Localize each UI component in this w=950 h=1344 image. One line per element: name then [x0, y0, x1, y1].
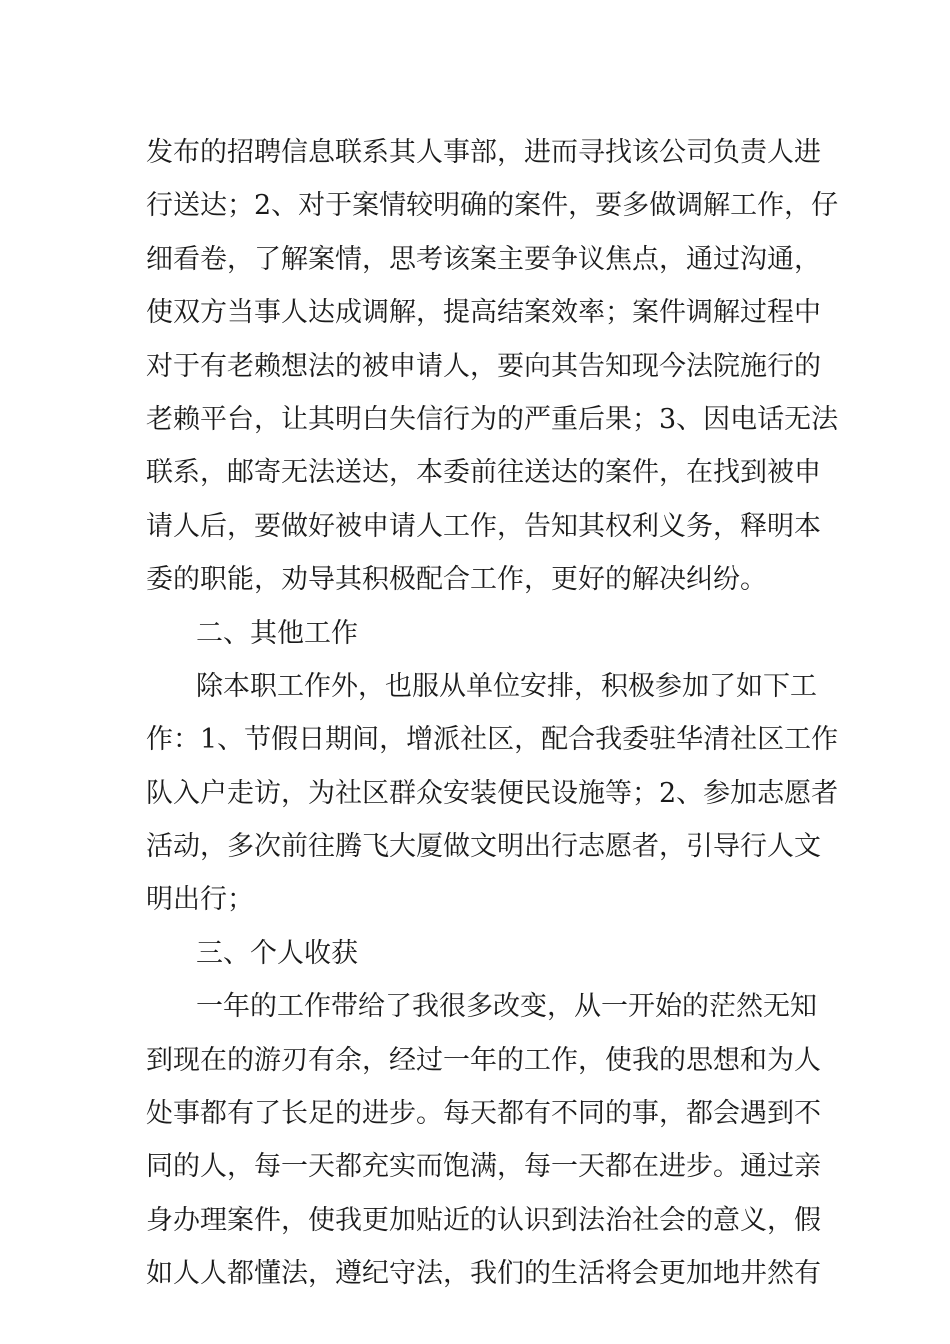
text-line: 细看卷，了解案情，思考该案主要争议焦点，通过沟通， [146, 243, 821, 275]
section-heading: 三、个人收获 [196, 937, 358, 969]
body-text [146, 126, 839, 1301]
text-line: 一年的工作带给了我很多改变，从一开始的茫然无知 [196, 991, 817, 1023]
text-line: 如人人都懂法，遵纪守法，我们的生活将会更加地井然有 [146, 1258, 821, 1290]
text-line: 请人后，要做好被申请人工作，告知其权利义务，释明本 [146, 510, 821, 542]
text-line: 使双方当事人达成调解，提高结案效率；案件调解过程中 [146, 297, 821, 329]
text-line: 对于有老赖想法的被申请人，要向其告知现今法院施行的 [146, 350, 821, 382]
text-line: 明出行； [146, 884, 254, 916]
text-line: 处事都有了长足的进步。每天都有不同的事，都会遇到不 [146, 1098, 821, 1130]
text-line: 联系，邮寄无法送达，本委前往送达的案件，在找到被申 [146, 457, 821, 489]
text-line: 除本职工作外，也服从单位安排，积极参加了如下工 [196, 670, 817, 702]
text-line: 同的人，每一天都充实而饱满，每一天都在进步。通过亲 [146, 1151, 821, 1183]
text-line: 到现在的游刃有余，经过一年的工作，使我的思想和为人 [146, 1044, 821, 1076]
text-line: 发布的招聘信息联系其人事部，进而寻找该公司负责人进 [146, 137, 821, 168]
text-line: 身办理案件，使我更加贴近的认识到法治社会的意义，假 [146, 1204, 821, 1236]
text-line: 行送达；2、对于案情较明确的案件，要多做调解工作，仔 [146, 190, 839, 222]
text-line: 队入户走访，为社区群众安装便民设施等；2、参加志愿者 [146, 777, 839, 809]
text-line: 活动，多次前往腾飞大厦做文明出行志愿者，引导行人文 [146, 831, 821, 863]
text-line: 老赖平台，让其明白失信行为的严重后果；3、因电话无法 [146, 403, 839, 435]
text-line: 委的职能，劝导其积极配合工作，更好的解决纠纷。 [146, 564, 767, 596]
text-line: 作：1、节假日期间，增派社区，配合我委驻华清社区工作 [146, 724, 839, 756]
section-heading: 二、其他工作 [196, 617, 358, 649]
